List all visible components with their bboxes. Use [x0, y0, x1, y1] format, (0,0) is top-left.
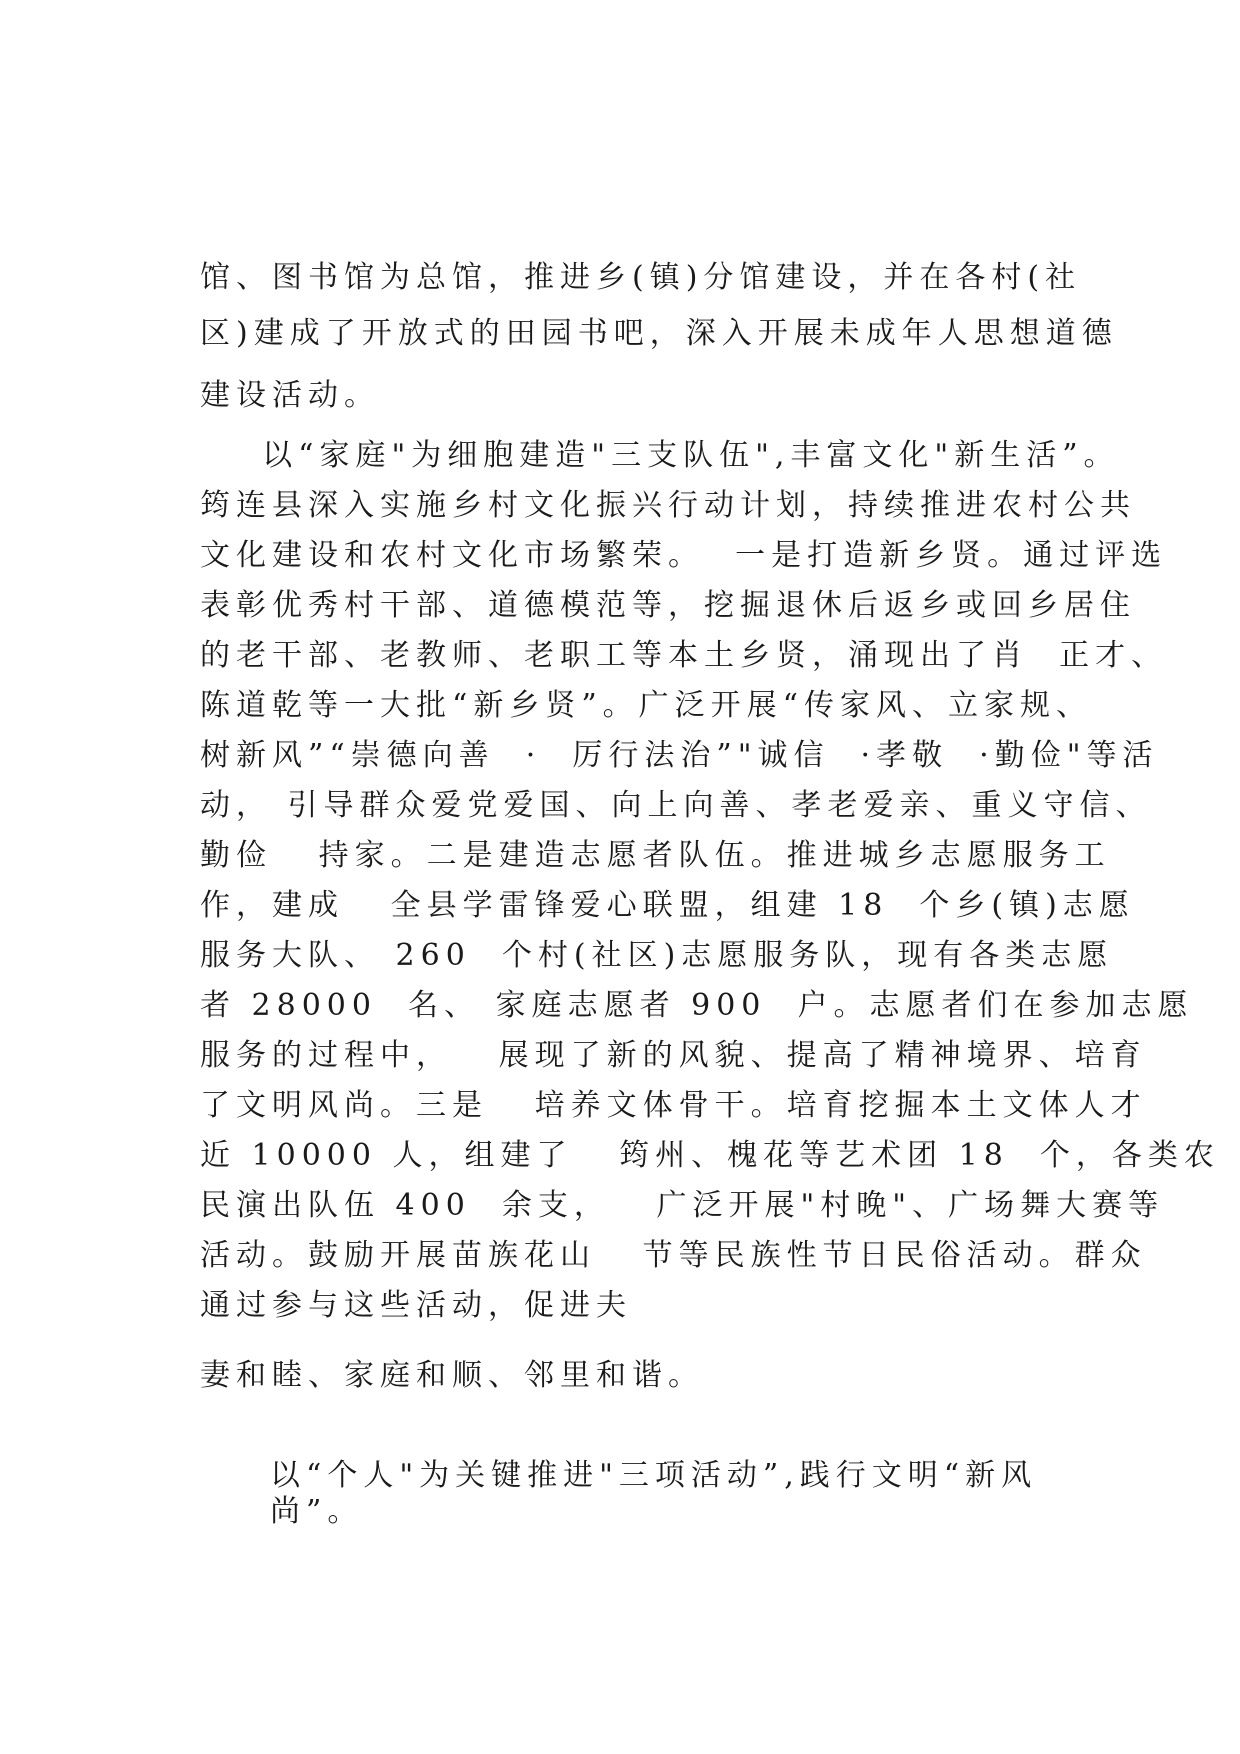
text-line: 区)建成了开放式的田园书吧，深入开展未成年人思想道德 [200, 316, 1118, 351]
text-line: 表彰优秀村干部、道德模范等，挖掘退休后返乡或回乡居住 [200, 588, 1136, 623]
text-line: 者 28000 名、 家庭志愿者 900 户。志愿者们在参加志愿 [200, 988, 1194, 1023]
text-line: 服务的过程中， 展现了新的风貌、提高了精神境界、培育 [200, 1038, 1147, 1073]
text-line: 通过参与这些活动，促进夫 [200, 1288, 632, 1323]
text-line: 服务大队、 260 个村(社区)志愿服务队，现有各类志愿 [200, 938, 1114, 973]
text-line: 筠连县深入实施乡村文化振兴行动计划，持续推进农村公共 [200, 488, 1136, 523]
text-line: 近 10000 人，组建了 筠州、槐花等艺术团 18 个，各类农 [200, 1138, 1220, 1173]
text-line: 陈道乾等一大批“新乡贤”。广泛开展“传家风、立家规、 [200, 688, 1093, 723]
text-line: 动， 引导群众爱党爱国、向上向善、孝老爱亲、重义守信、 [200, 788, 1152, 823]
text-line: 文化建设和农村文化市场繁荣。 一是打造新乡贤。通过评选 [200, 538, 1168, 573]
text-line: 了文明风尚。三是 培养文体骨干。培育挖掘本土文体人才 [200, 1088, 1147, 1123]
text-line: 作，建成 全县学雷锋爱心联盟，组建 18 个乡(镇)志愿 [200, 888, 1135, 923]
text-line: 以“个人"为关键推进"三项活动”,践行文明“新风 [270, 1458, 1038, 1493]
text-line: 以“家庭"为细胞建造"三支队伍",丰富文化"新生活”。 [200, 438, 1120, 473]
text-line: 妻和睦、家庭和顺、邻里和谐。 [200, 1358, 704, 1393]
text-line: 馆、图书馆为总馆，推进乡(镇)分馆建设，并在各村(社 [200, 260, 1082, 295]
text-line: 树新风”“崇德向善 · 厉行法治”"诚信 ·孝敬 ·勤俭"等活 [200, 738, 1159, 773]
text-line: 勤俭 持家。二是建造志愿者队伍。推进城乡志愿服务工 [200, 838, 1111, 873]
text-line: 的老干部、老教师、老职工等本土乡贤，涌现出了肖 正才、 [200, 638, 1168, 673]
text-line: 活动。鼓励开展苗族花山 节等民族性节日民俗活动。群众 [200, 1238, 1147, 1273]
text-line: 建设活动。 [200, 378, 380, 413]
text-line: 尚”。 [270, 1494, 364, 1529]
text-line: 民演出队伍 400 余支， 广泛开展"村晚"、广场舞大赛等 [200, 1188, 1165, 1223]
